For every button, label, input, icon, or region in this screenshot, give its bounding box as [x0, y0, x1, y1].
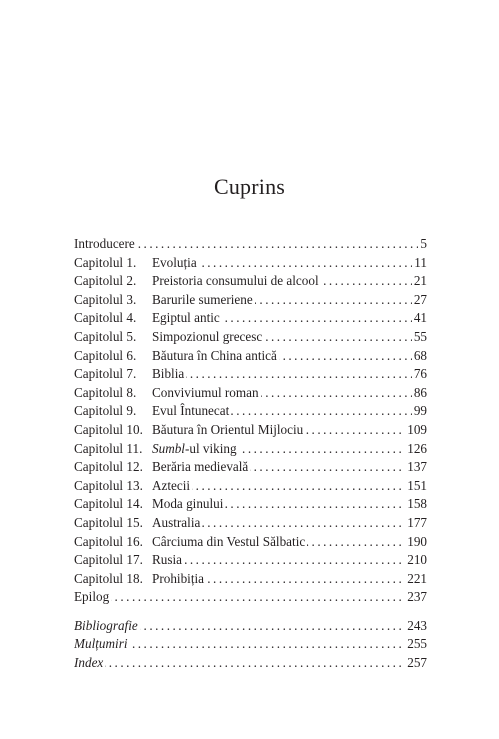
entry-label: Evoluția	[152, 254, 197, 270]
toc-entry-chapter-18[interactable]	[74, 570, 427, 589]
toc-entry-chapter-13[interactable]	[74, 477, 427, 496]
entry-label-italic: Sumbl	[152, 440, 185, 456]
entry-page: 99	[412, 402, 427, 421]
entry-label: Berăria medievală	[152, 459, 249, 475]
toc-entry-chapter-7[interactable]	[74, 365, 427, 384]
entry-page: 221	[405, 570, 427, 589]
chapter-number: Capitolul 17.	[74, 552, 143, 568]
toc-entry-chapter-4[interactable]	[74, 309, 427, 328]
entry-label: Mulțumiri	[74, 635, 129, 654]
entry-label: Biblia	[152, 366, 185, 382]
chapter-number: Capitolul 3.	[74, 291, 137, 307]
toc-entry-chapter-1[interactable]	[74, 254, 427, 273]
entry-page: 126	[405, 440, 427, 459]
entry-label: Barurile sumeriene	[152, 291, 253, 307]
table-of-contents	[74, 235, 427, 673]
chapter-number: Capitolul 13.	[74, 477, 143, 493]
chapter-number: Capitolul 9.	[74, 403, 137, 419]
toc-entry-chapter-6[interactable]	[74, 347, 427, 366]
dot-leader	[74, 654, 427, 673]
entry-label: Australia	[152, 514, 201, 530]
entry-label: Egiptul antic	[152, 310, 220, 326]
entry-page: 11	[412, 254, 427, 273]
chapter-number: Capitolul 7.	[74, 366, 137, 382]
toc-entry-chapter-14[interactable]	[74, 495, 427, 514]
chapter-number: Capitolul 11.	[74, 440, 143, 456]
entry-page: 237	[405, 588, 427, 607]
entry-page: 21	[412, 272, 427, 291]
entry-page: 137	[405, 458, 427, 477]
entry-label: Bibliografie	[74, 617, 140, 636]
entry-page: 151	[405, 477, 427, 496]
toc-entry-bibliografie[interactable]	[74, 617, 427, 636]
entry-label: Băutura în China antică	[152, 347, 277, 363]
chapter-number: Capitolul 15.	[74, 514, 143, 530]
toc-entry-chapter-16[interactable]	[74, 533, 427, 552]
entry-label: Conviviumul roman	[152, 384, 259, 400]
entry-page: 190	[405, 533, 427, 552]
entry-label: -ul viking	[184, 440, 237, 456]
entry-label: Epilog	[74, 589, 110, 605]
entry-label: Prohibiția	[152, 570, 205, 586]
entry-page: 41	[412, 309, 427, 328]
chapter-number: Capitolul 12.	[74, 459, 143, 475]
chapter-number: Capitolul 2.	[74, 273, 137, 289]
toc-entry-chapter-9[interactable]	[74, 402, 427, 421]
entry-page: 68	[412, 347, 427, 366]
toc-entry-multumiri[interactable]	[74, 635, 427, 654]
entry-label: Cârciuma din Vestul Sălbatic	[152, 533, 306, 549]
toc-entry-chapter-5[interactable]	[74, 328, 427, 347]
chapter-number: Capitolul 4.	[74, 310, 137, 326]
chapter-number: Capitolul 1.	[74, 254, 137, 270]
entry-page: 27	[412, 291, 427, 310]
toc-entry-index[interactable]	[74, 654, 427, 673]
entry-page: 86	[412, 384, 427, 403]
chapter-number: Capitolul 8.	[74, 384, 137, 400]
entry-label: Moda ginului	[152, 496, 224, 512]
entry-page: 5	[418, 235, 427, 254]
entry-label: Introducere	[74, 236, 135, 251]
entry-label: Preistoria consumului de alcool	[152, 273, 319, 289]
entry-label: Rusia	[152, 552, 183, 568]
entry-page: 158	[405, 495, 427, 514]
toc-entry-introducere[interactable]	[74, 235, 427, 254]
toc-entry-epilog[interactable]	[74, 588, 427, 607]
dot-leader	[74, 588, 427, 607]
entry-page: 243	[405, 617, 427, 636]
toc-entry-chapter-3[interactable]	[74, 291, 427, 310]
chapter-number: Capitolul 10.	[74, 421, 143, 437]
entry-label: Simpozionul grecesc	[152, 328, 263, 344]
toc-entry-chapter-8[interactable]	[74, 384, 427, 403]
toc-entry-chapter-15[interactable]	[74, 514, 427, 533]
chapter-number: Capitolul 6.	[74, 347, 137, 363]
chapter-number: Capitolul 14.	[74, 496, 143, 512]
toc-entry-chapter-12[interactable]	[74, 458, 427, 477]
toc-entry-chapter-11[interactable]	[74, 440, 427, 459]
entry-page: 109	[405, 421, 427, 440]
entry-page: 177	[405, 514, 427, 533]
chapter-number: Capitolul 16.	[74, 533, 143, 549]
entry-page: 257	[405, 654, 427, 673]
entry-page: 76	[412, 365, 427, 384]
entry-label: Aztecii	[152, 477, 191, 493]
page-title: Cuprins	[213, 174, 286, 199]
entry-label: Băutura în Orientul Mijlociu	[152, 421, 304, 437]
entry-page: 210	[405, 551, 427, 570]
entry-page: 55	[412, 328, 427, 347]
entry-label: Evul Întunecat	[152, 403, 230, 419]
entry-label: Index	[74, 654, 105, 673]
chapter-number: Capitolul 5.	[74, 328, 137, 344]
toc-entry-chapter-2[interactable]	[74, 272, 427, 291]
chapter-number: Capitolul 18.	[74, 570, 143, 586]
toc-entry-chapter-10[interactable]	[74, 421, 427, 440]
entry-page: 255	[405, 635, 427, 654]
toc-entry-chapter-17[interactable]	[74, 551, 427, 570]
